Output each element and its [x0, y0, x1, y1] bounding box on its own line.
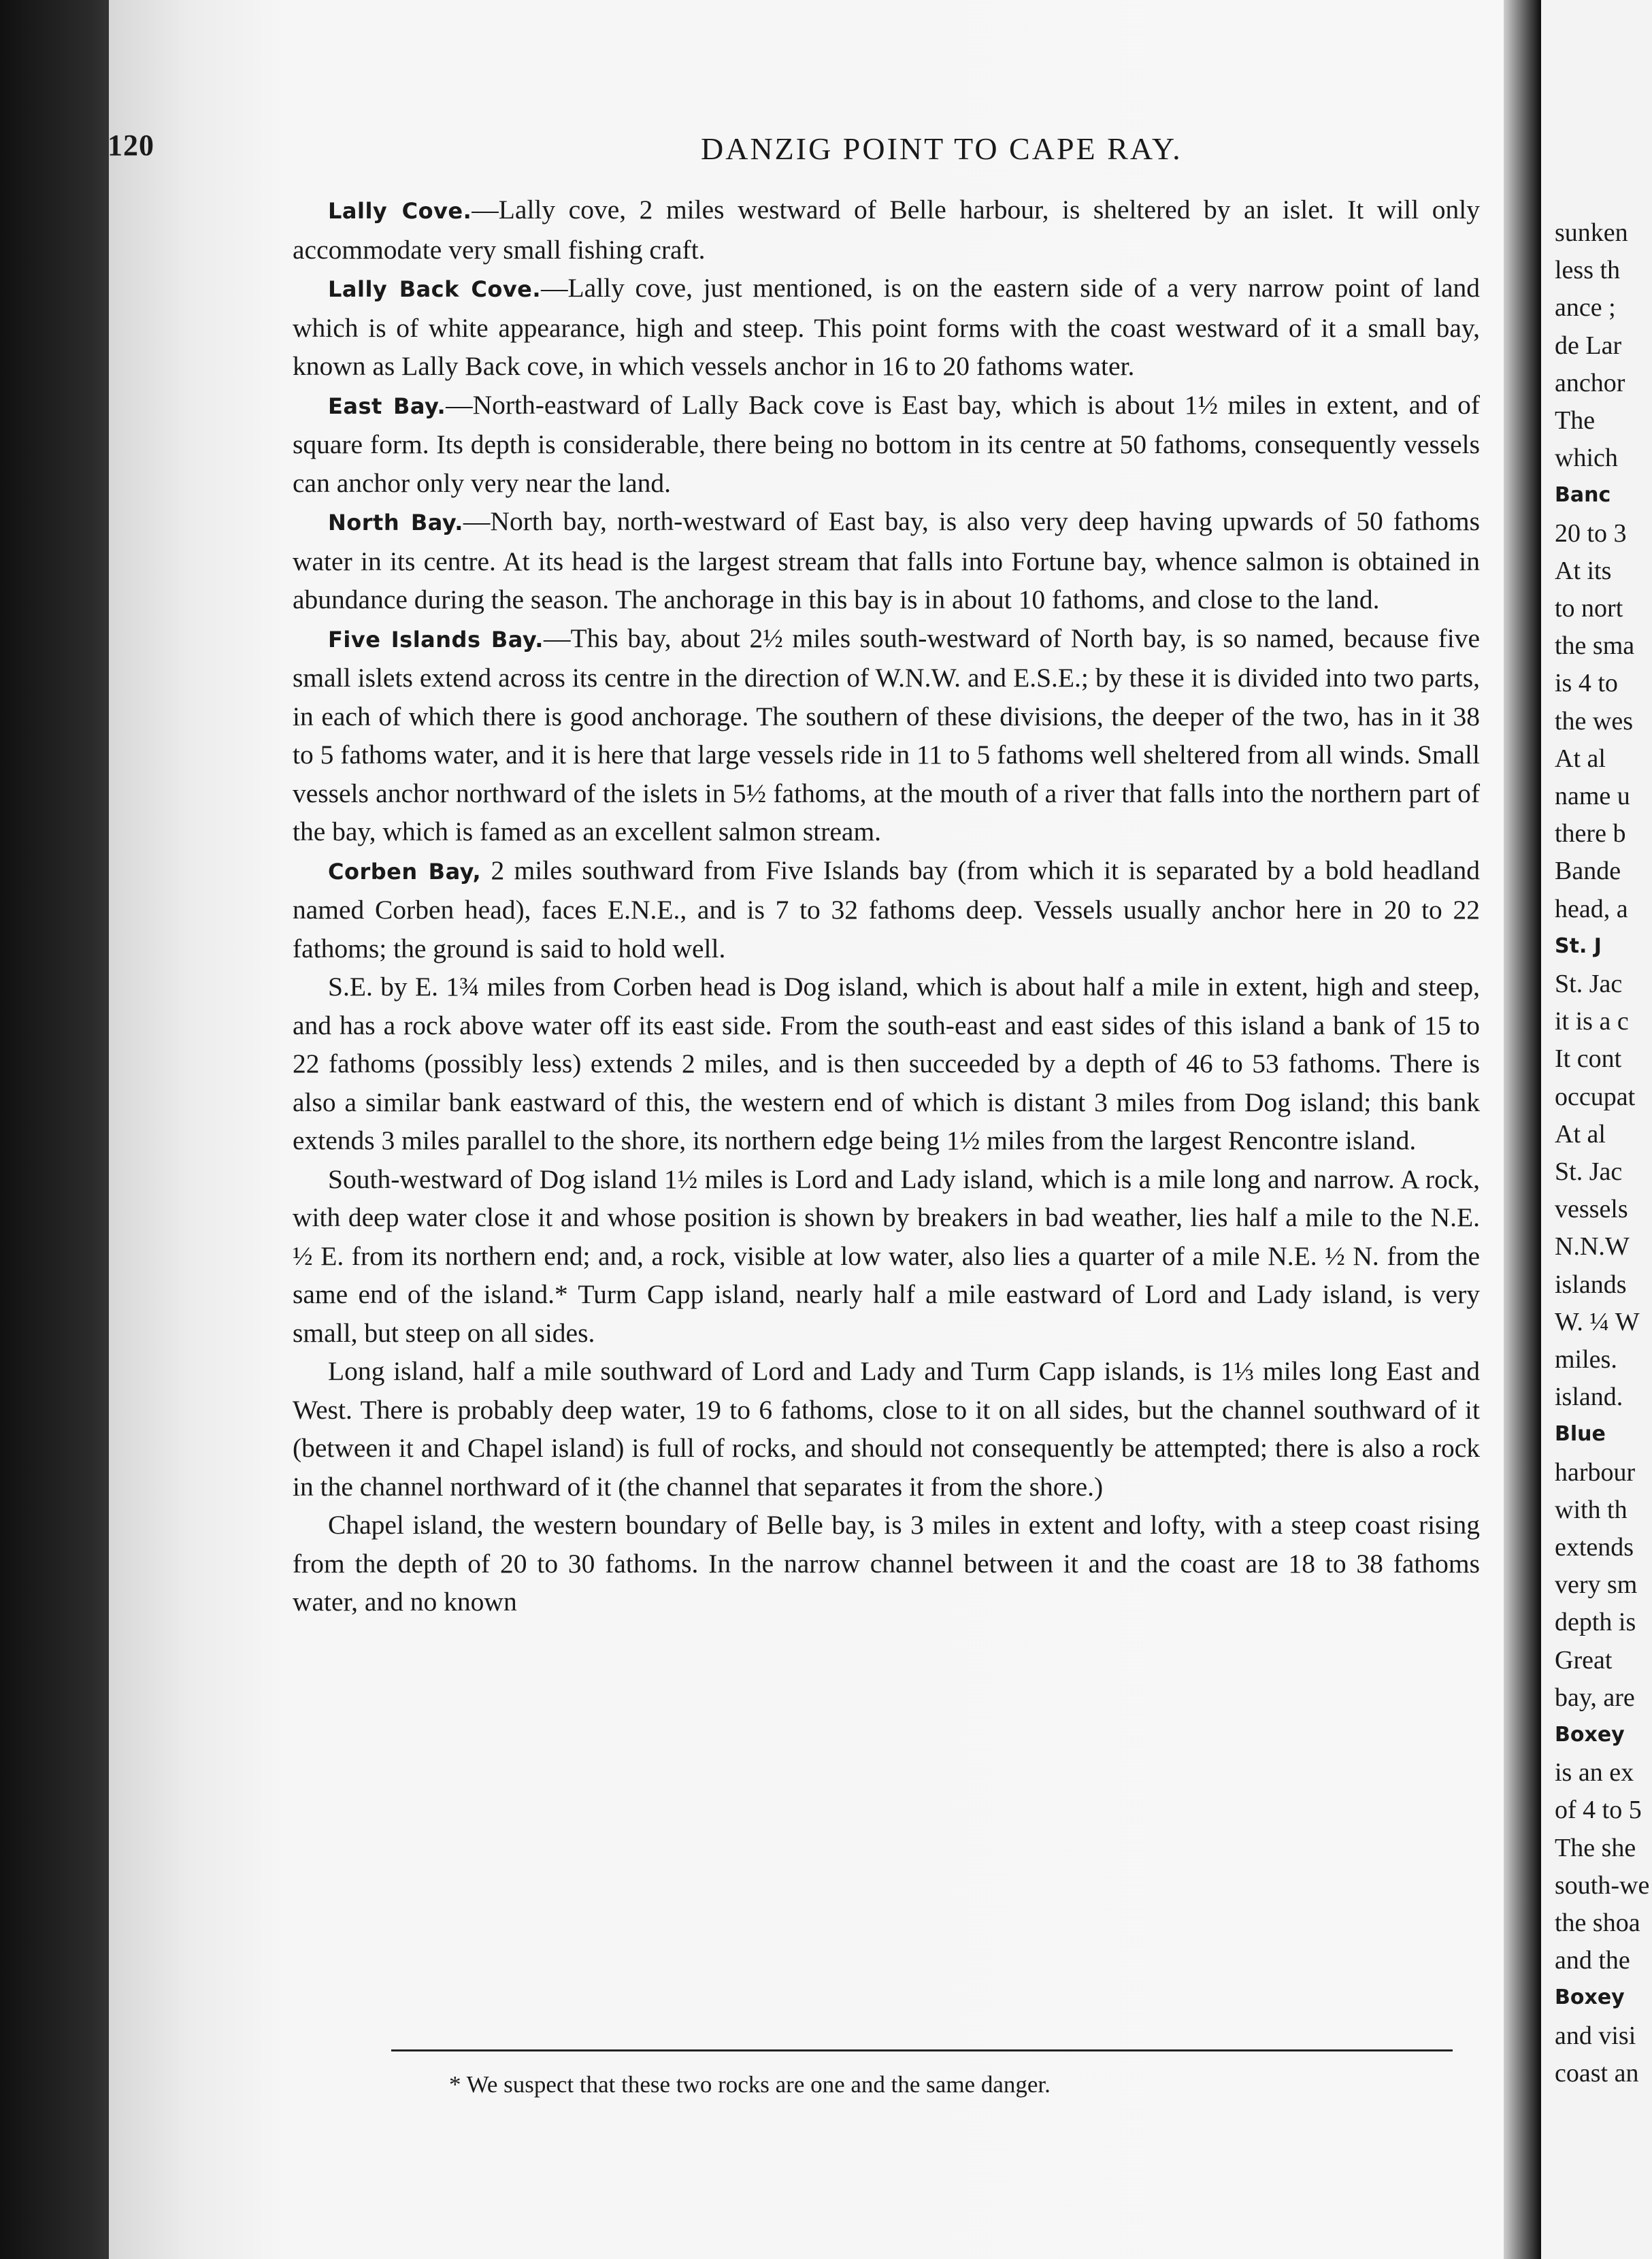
right-page-line-fragment: is an ex [1555, 1758, 1634, 1787]
paragraph-long-island [293, 1352, 1480, 1506]
right-page-line-fragment: The she [1555, 1833, 1636, 1862]
page-gutter [1504, 0, 1541, 2259]
run-in-heading: North Bay. [328, 510, 463, 535]
right-page-line-fragment: islands [1555, 1270, 1627, 1299]
paragraph-text: South-westward of Dog island 1½ miles is Lord and Lady island, which is a mile long and narrow. A rock, with deep water close it and whose position is shown by breakers in bad weather, lies half a mile to the N.E. ½ E. from its northern end; and, a rock, visible at low water, also lies a quarter of a mile N.E. ½ N. from the same end of the island.* Turm Capp island, nearly half a mile eastward of Lord and Lady island, is very small, but steep on all sides. [293, 1164, 1480, 1348]
right-page-line-fragment: 20 to 3 [1555, 518, 1627, 548]
paragraph-chapel-island [293, 1506, 1480, 1621]
right-page-line-fragment: N.N.W [1555, 1232, 1630, 1262]
right-page-line-fragment: harbour [1555, 1457, 1636, 1487]
right-page-fragment [1541, 0, 1652, 2259]
right-page-line-fragment: Blue [1555, 1422, 1606, 1447]
run-in-heading: Lally Back Cove. [328, 276, 542, 302]
right-page-line-fragment: At its [1555, 556, 1612, 585]
paragraph-corben-bay [293, 851, 1480, 968]
paragraph-text: —Lally cove, 2 miles westward of Belle harbour, is sheltered by an islet. It will only accommodate very small fishing craft. [293, 195, 1480, 265]
run-in-heading: Lally Cove. [328, 198, 472, 224]
right-page-line-fragment: of 4 to 5 [1555, 1796, 1642, 1825]
right-page-line-fragment: miles. [1555, 1345, 1617, 1374]
paragraph-text: Chapel island, the western boundary of Belle bay, is 3 miles in extent and lofty, with a steep coast rising from the depth of 20 to 30 fathoms. In the narrow channel between it and the coast are 18 to 38 fathoms water, and no known [293, 1510, 1480, 1617]
right-page-line-fragment: with th [1555, 1495, 1628, 1524]
right-page-line-fragment: Boxey [1555, 1985, 1625, 2010]
right-page-line-fragment: vessels [1555, 1195, 1628, 1224]
right-page-line-fragment: the wes [1555, 706, 1634, 736]
paragraph-lally-cove [293, 191, 1480, 269]
right-page-line-fragment: to nort [1555, 594, 1623, 623]
right-page-line-fragment: the sma [1555, 631, 1635, 661]
run-in-heading: Five Islands Bay. [328, 626, 544, 653]
paragraph-lally-back-cove [293, 269, 1480, 386]
run-in-heading: Corben Bay, [328, 858, 482, 885]
right-page-line-fragment: depth is [1555, 1608, 1636, 1637]
paragraph-text: —Lally cove, just mentioned, is on the eastern side of a very narrow point of land which is of white appearance, high and steep. This point forms with the coast westward of it a small bay, known as Lally Back cove, in which vessels anchor in 16 to 20 fathoms water. [293, 273, 1481, 381]
right-page-line-fragment: Banc [1555, 483, 1611, 508]
paragraph-text: —North-eastward of Lally Back cove is East bay, which is about 1½ miles in extent, and of square form. Its depth is considerable, there being no bottom in its centre at 50 fathoms, consequently vessels can anchor only very near the land. [293, 389, 1481, 498]
right-page-line-fragment: which [1555, 444, 1618, 473]
right-page-line-fragment: occupat [1555, 1082, 1636, 1111]
right-page-line-fragment: ance ; [1555, 293, 1616, 323]
right-page-line-fragment: is 4 to [1555, 669, 1618, 698]
page-number: 120 [108, 129, 154, 162]
paragraph-text: —North bay, north-westward of East bay, is also very deep having upwards of 50 fathoms water in its centre. At its head is the largest stream that falls into Fortune bay, whence salmon is obtained in abundance during the season. The anchorage in this bay is in about 10 fathoms, and close to the land. [293, 506, 1481, 614]
right-page-line-fragment: coast an [1555, 2058, 1639, 2088]
running-title: DANZIG POINT TO CAPE RAY. [701, 131, 1183, 166]
right-page-line-fragment: St. Jac [1555, 970, 1623, 998]
right-page-line-fragment: de Lar [1555, 331, 1622, 360]
right-page-line-fragment: head, a [1555, 894, 1628, 923]
paragraph-text: S.E. by E. 1¾ miles from Corben head is Dog island, which is about half a mile in extent, high and steep, and has a rock above water off its east side. From the south-east and east sides of this island a bank of 15 to 22 fathoms (possibly less) extends 2 miles, and is then succeeded by a depth of 46 to 53 fathoms. There is also a similar bank eastward of this, the western end of which is distant 3 miles from Dog island; this bank extends 3 miles parallel to the shore, its northern edge being 1½ miles from the largest Rencontre island. [293, 972, 1480, 1155]
right-page-line-fragment: At al [1555, 1119, 1606, 1149]
paragraph-text: —This bay, about 2½ miles south-westward of North bay, is so named, because five small islets extend across its centre in the direction of W.N.W. and E.S.E.; by these it is divided into two parts, in each of which there is good anchorage. The southern of these divisions, the deeper of the two, has in it 38 to 5 fathoms water, and it is here that large vessels ride in 11 to 5 fathoms well sheltered from all winds. Small vessels anchor northward of the islets in 5½ fathoms, at the mouth of a river that falls into the northern part of the bay, which is famed as an excellent salmon stream. [293, 623, 1480, 846]
right-page-line-fragment: name u [1555, 782, 1630, 810]
right-page-line-fragment: and the [1555, 1946, 1630, 1975]
right-page-line-fragment: south-we [1555, 1870, 1650, 1900]
paragraph-text: 2 miles southward from Five Islands bay (from which it is separated by a bold headland named Corben head), faces E.N.E., and is 7 to 32 fathoms deep. Vessels usually anchor here in 20 to 22 fathoms; the ground is said to hold well. [293, 855, 1480, 963]
right-page-line-fragment: island. [1555, 1383, 1623, 1412]
right-page-line-fragment: bay, are [1555, 1683, 1635, 1712]
right-page-line-fragment: Bande [1555, 857, 1621, 886]
right-page-line-fragment: it is a c [1555, 1007, 1629, 1036]
right-page-line-fragment: less th [1555, 256, 1621, 285]
right-page-line-fragment: there b [1555, 819, 1626, 848]
paragraph-north-bay [293, 502, 1480, 619]
paragraph-lord-and-lady-island [293, 1160, 1480, 1353]
right-page-line-fragment: The [1555, 406, 1596, 435]
right-page-line-fragment: Boxey [1555, 1723, 1625, 1747]
body-text [293, 191, 1480, 1621]
right-page-line-fragment: very sm [1555, 1570, 1638, 1600]
right-page-line-fragment: and visi [1555, 2021, 1636, 2050]
right-page-line-fragment: extends [1555, 1533, 1634, 1562]
footnote-divider [391, 2049, 1453, 2051]
right-page-line-fragment: St. J [1555, 934, 1602, 958]
right-page-line-fragment: It cont [1555, 1044, 1622, 1074]
run-in-heading: East Bay. [328, 393, 446, 419]
right-page-line-fragment: the shoa [1555, 1909, 1640, 1937]
right-page-line-fragment: W. ¼ W [1555, 1307, 1640, 1336]
footnote: * We suspect that these two rocks are one and the same danger. [449, 2071, 1051, 2098]
right-page-line-fragment: anchor [1555, 368, 1625, 397]
paragraph-dog-island [293, 968, 1480, 1160]
paragraph-east-bay [293, 386, 1480, 503]
paragraph-text: Long island, half a mile southward of Lord and Lady and Turm Capp islands, is 1⅓ miles long East and West. There is probably deep water, 19 to 6 fathoms, close to it on all sides, but the channel southward of it (between it and Chapel island) is full of rocks, and should not consequently be attempted; there is also a rock in the channel northward of it (the channel that separates it from the shore.) [293, 1356, 1480, 1502]
right-page-line-fragment: sunken [1555, 218, 1628, 247]
right-page-line-fragment: Great [1555, 1645, 1613, 1675]
paragraph-five-islands-bay [293, 619, 1480, 851]
right-page-line-fragment: At al [1555, 744, 1606, 773]
right-page-line-fragment: St. Jac [1555, 1157, 1623, 1186]
